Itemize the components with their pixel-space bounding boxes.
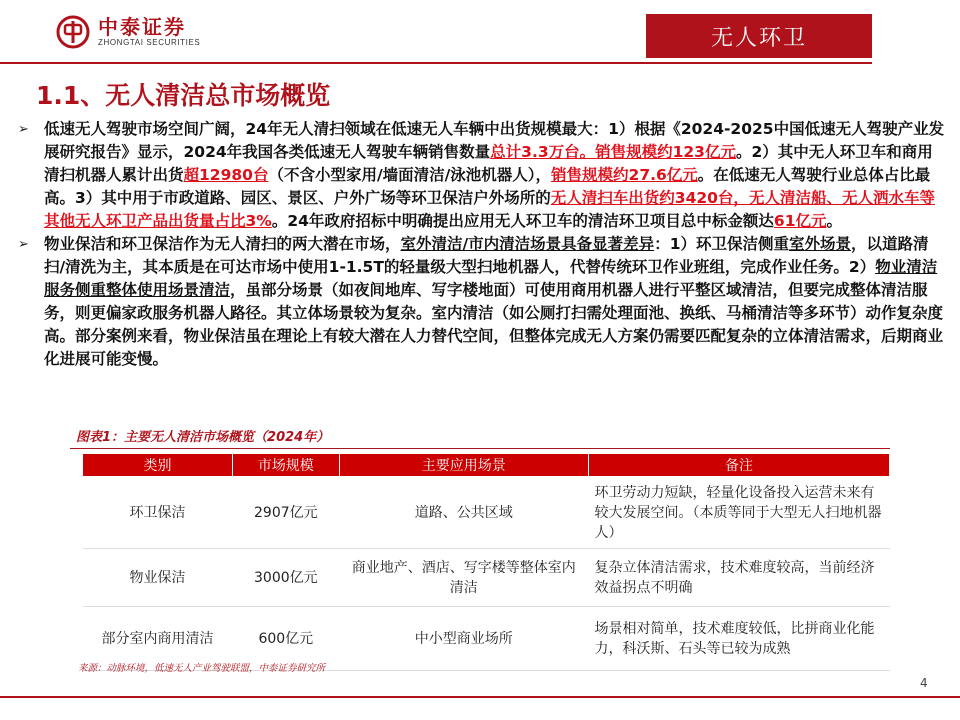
- cell-market-size: 600亿元: [233, 607, 340, 671]
- paragraph-segment: ：1）环卫保洁侧重: [654, 235, 789, 253]
- paragraph-segment: ，以道路清扫/清洗为主，其本质是在可达市场中使用1-1.5T的轻量级大型扫地机器人，代替传统环卫作业班组，完成作业任务。2）: [44, 235, 929, 276]
- table-row: [83, 477, 890, 549]
- paragraph-segment: 物业保洁和环卫保洁作为无人清扫的两大潜在市场，: [44, 235, 401, 253]
- cell-main-scene: 道路、公共区域: [339, 477, 588, 549]
- section-tag: 无人环卫: [646, 14, 872, 58]
- paragraph-segment: 。: [826, 212, 842, 230]
- footer-divider: [0, 696, 960, 698]
- cell-category: 物业保洁: [83, 549, 233, 607]
- header-note: 备注: [588, 454, 889, 477]
- paragraph-segment: 低速无人驾驶市场空间广阔，24年无人清扫领域在低速无人车辆中出货规模最大：1）根据《2024-2025中国低速无人驾驶产业发展研究报告》显示，2024年我国各类低速无人驾驶车辆销售数量: [44, 120, 945, 161]
- underline-segment: 室外清洁/市内清洁场景具备显著差异: [400, 235, 655, 253]
- header-category: 类别: [83, 454, 233, 477]
- bullet-icon: ➢: [18, 237, 29, 252]
- paragraph-segment: 。2）其中无人环卫车和商用清扫机器人累计出货: [44, 143, 933, 184]
- paragraph-1: [18, 118, 946, 233]
- paragraph-2: [18, 233, 946, 371]
- table-header-row: [83, 454, 890, 477]
- cell-market-size: 3000亿元: [233, 549, 340, 607]
- cell-main-scene: 中小型商业场所: [339, 607, 588, 671]
- market-overview-table: [82, 453, 890, 671]
- highlight-segment: 无人清扫车出货约3420台，无人清洁船、无人洒水车等其他无人环卫产品出货量占比3%: [44, 189, 935, 230]
- body-text: [18, 118, 946, 371]
- logo-english-name: ZHONGTAI SECURITIES: [98, 38, 201, 47]
- header-divider: [0, 62, 872, 64]
- underline-segment: 物业清洁服务侧重整体使用场景清洁: [44, 258, 938, 299]
- highlight-segment: 总计3.3万台。销售规模约123亿元: [490, 143, 736, 161]
- bullet-icon: ➢: [18, 122, 29, 137]
- source-note: 来源：动脉环境，低速无人产业驾驶联盟，中泰证券研究所: [78, 663, 326, 674]
- cell-note: 复杂立体清洁需求，技术难度较高，当前经济效益拐点不明确: [588, 549, 889, 607]
- cell-category: 部分室内商用清洁: [83, 607, 233, 671]
- cell-note: 环卫劳动力短缺，轻量化设备投入运营未来有较大发展空间。（本质等同于大型无人扫地机器人）: [588, 477, 889, 549]
- zhongtai-logo-icon: [56, 15, 90, 49]
- cell-market-size: 2907亿元: [233, 477, 340, 549]
- header-bar: [0, 0, 960, 66]
- cell-category: 环卫保洁: [83, 477, 233, 549]
- highlight-segment: 销售规模约27.6亿元: [551, 166, 698, 184]
- table-row: [83, 549, 890, 607]
- paragraph-segment: 。24年政府招标中明确提出应用无人环卫车的清洁环卫项目总中标金额达: [271, 212, 774, 230]
- table-title: 图表1：主要无人清洁市场概览（2024年）: [70, 428, 890, 449]
- highlight-segment: 超12980台: [183, 166, 269, 184]
- paragraph-segment: ，虽部分场景（如夜间地库、写字楼地面）可使用商用机器人进行平整区域清洁，但要完成整体清洁服务，则更偏家政服务机器人路径。其立体场景较为复杂。室内清洁（如公厕打扫需处理面池、换纸、马桶清洁等多环节）动作复杂度高。部分案例来看，物业保洁虽在理论上有较大潜在人力替代空间，但整体完成无人方案仍需要匹配复杂的立体清洁需求，后期商业化进展可能变慢。: [44, 281, 944, 368]
- cell-main-scene: 商业地产、酒店、写字楼等整体室内清洁: [339, 549, 588, 607]
- market-overview-table-section: [70, 428, 890, 671]
- page-title: 1.1、无人清洁总市场概览: [36, 81, 331, 110]
- highlight-segment: 61亿元: [773, 212, 827, 230]
- logo-chinese-name: 中泰证券: [98, 15, 186, 39]
- header-market-size: 市场规模: [233, 454, 340, 477]
- underline-segment: 室外场景: [788, 235, 851, 253]
- header-main-scene: 主要应用场景: [339, 454, 588, 477]
- page-number: 4: [920, 676, 928, 690]
- paragraph-segment: （不含小型家用/墙面清洁/泳池机器人），: [268, 166, 552, 184]
- company-logo: [56, 12, 200, 52]
- paragraph-segment: 。在低速无人驾驶行业总体占比最高。3）其中用于市政道路、园区、景区、户外广场等环卫保洁户外场所的: [44, 166, 931, 207]
- cell-note: 场景相对简单，技术难度较低，比拼商业化能力，科沃斯、石头等已较为成熟: [588, 607, 889, 671]
